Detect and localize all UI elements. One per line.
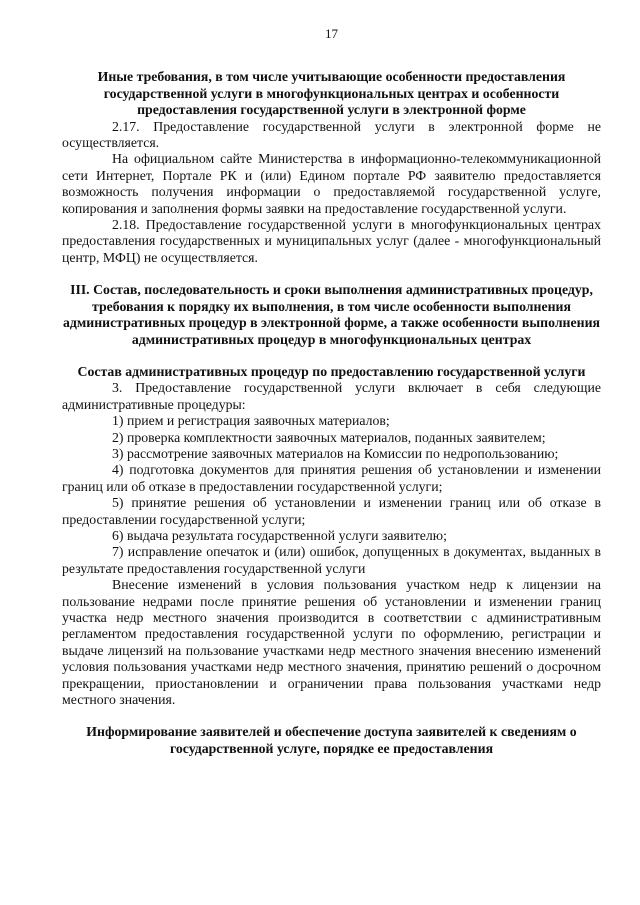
procedure-item: 1) прием и регистрация заявочных материалов; bbox=[112, 413, 390, 429]
heading-composition: Состав административных процедур по предоставлению государственной услуги bbox=[77, 363, 586, 379]
procedure-item: 4) подготовка документов для принятия решения об установлении и изменении границ или об отказе в предоставлении государственной услуги; bbox=[62, 462, 601, 494]
procedure-item: 7) исправление опечаток и (или) ошибок, допущенных в документах, выданных в результате предоставления государственной услуги bbox=[62, 544, 601, 576]
procedure-item: 2) проверка комплектности заявочных материалов, поданных заявителем; bbox=[112, 429, 546, 445]
heading-section-3: III. Состав, последовательность и сроки выполнения административных процедур, требования к порядку их выполнения, в том числе особенности выполнения административных процедур в электронной форме, а также особенности выполнения административных процедур в многофункциональных центрах bbox=[63, 282, 600, 347]
paragraph-2-17: 2.17. Предоставление государственной услуги в электронной форме не осуществляется. bbox=[62, 118, 601, 151]
paragraph-official-site: На официальном сайте Министерства в информационно-телекоммуникационной сети Интернет, Портале РК и (или) Едином портале РФ заявителю предоставляется возможность получения информации о предоставляемой государственной услуге, копирования и заполнения формы заявки на предоставление государственной услуги. bbox=[62, 151, 601, 216]
page-number: 17 bbox=[325, 26, 338, 41]
procedures-list bbox=[62, 413, 601, 577]
procedure-item: 5) принятие решения об установлении и изменении границ или об отказе в предоставлении государственной услуги; bbox=[62, 495, 601, 527]
paragraph-3: 3. Предоставление государственной услуги включает в себя следующие административные процедуры: bbox=[62, 380, 601, 412]
procedure-item: 3) рассмотрение заявочных материалов на Комиссии по недропользованию; bbox=[112, 445, 559, 461]
heading-informing: Информирование заявителей и обеспечение доступа заявителей к сведениям о государственной услуге, порядке ее предоставления bbox=[86, 724, 577, 756]
paragraph-2-18: 2.18. Предоставление государственной услуги в многофункциональных центрах предоставления государственных и муниципальных услуг (далее - многофункциональный центр, МФЦ) не осуществляется. bbox=[62, 217, 601, 265]
paragraph-changes: Внесение изменений в условия пользования участком недр к лицензии на пользование недрами после принятие решения об установлении и изменении границ участка недр местного значения производится в соответствии с административным регламентом предоставления государственной услуги по оформлению, регистрации и выдаче лицензий на пользование участками недр местного значения внесению изменений условия пользования участками недр местного значения, принятию решений о досрочном прекращении, приостановлении и ограничении права пользования участками недр местного значения. bbox=[62, 577, 601, 708]
heading-other-requirements: Иные требования, в том числе учитывающие особенности предоставления государственной услуги в многофункциональных центрах и особенности предоставления государственной услуги в электронной форме bbox=[97, 69, 566, 118]
procedure-item: 6) выдача результата государственной услуги заявителю; bbox=[112, 527, 447, 543]
